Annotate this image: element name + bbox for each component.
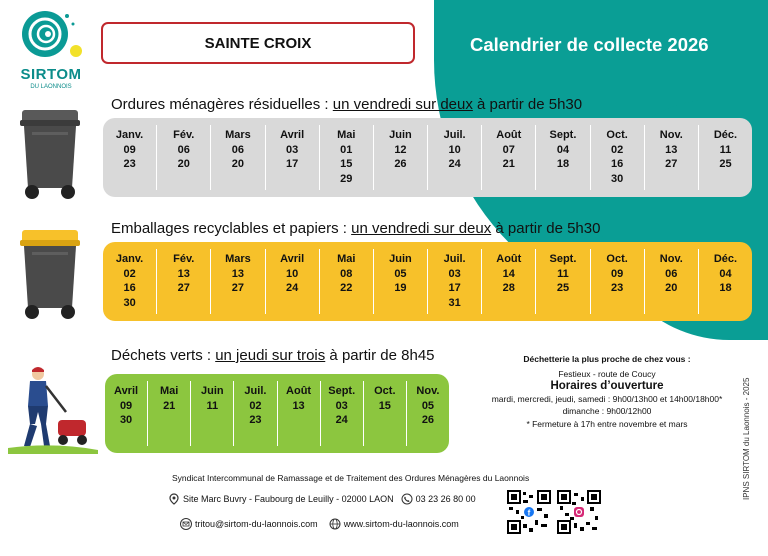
collection-date: 04 <box>556 143 570 156</box>
collection-date: 03 <box>448 267 461 280</box>
collection-date: 16 <box>123 282 136 294</box>
month-name: Juin <box>389 253 412 265</box>
logo-swirl-icon <box>18 10 84 66</box>
month-name: Juin <box>389 129 412 141</box>
collection-date: 24 <box>285 282 299 294</box>
month-column <box>373 125 427 190</box>
collection-date: 12 <box>394 143 407 156</box>
month-column <box>698 249 752 314</box>
collection-date: 10 <box>285 267 299 280</box>
month-column <box>156 125 210 190</box>
collection-date: 11 <box>557 267 569 280</box>
month-column <box>427 249 481 314</box>
collection-date: 05 <box>421 399 435 412</box>
footer-email[interactable]: tritou@sirtom-du-laonnois.com <box>195 519 318 529</box>
collection-date: 02 <box>611 143 624 156</box>
month-name: Déc. <box>713 129 738 141</box>
month-name: Fév. <box>173 253 195 265</box>
month-name: Sept. <box>549 129 577 141</box>
collection-date: 23 <box>611 282 624 294</box>
ordures-calendar-band <box>103 118 752 197</box>
facebook-qr-code[interactable] <box>507 490 551 534</box>
instagram-qr-code[interactable] <box>557 490 601 534</box>
month-column <box>156 249 210 314</box>
collection-date: 20 <box>177 158 190 170</box>
verts-title <box>111 347 435 364</box>
svg-text:f: f <box>527 508 531 518</box>
footer-address-line <box>168 493 476 505</box>
footer-phone[interactable]: 03 23 26 80 00 <box>415 494 476 504</box>
collection-date: 02 <box>249 399 262 412</box>
decheterie-info <box>462 353 752 430</box>
month-name: Avril <box>114 385 139 397</box>
month-column <box>210 249 264 314</box>
collection-date: 15 <box>378 399 391 412</box>
month-name: Juil. <box>244 385 267 397</box>
decheterie-sunday: dimanche : 9h00/12h00 <box>562 406 652 416</box>
collection-date: 11 <box>719 143 732 156</box>
collection-date: 19 <box>394 282 407 294</box>
month-name: Mars <box>225 129 251 141</box>
ordures-title-prefix: Ordures ménagères résiduelles : <box>111 96 333 113</box>
collection-date: 06 <box>665 267 678 280</box>
decheterie-note: * Fermeture à 17h entre novembre et mars <box>526 418 688 429</box>
logo-name: SIRTOM <box>20 66 82 83</box>
emballages-calendar-band <box>103 242 752 321</box>
collection-date: 20 <box>231 158 245 170</box>
collection-date: 03 <box>335 399 348 412</box>
month-column <box>590 249 644 314</box>
collection-date: 14 <box>502 267 515 280</box>
month-column <box>590 125 644 190</box>
collection-date: 10 <box>448 143 461 156</box>
month-name: Oct. <box>606 253 628 265</box>
collection-date: 23 <box>123 158 136 170</box>
collection-date: 06 <box>177 143 190 156</box>
collection-date: 30 <box>119 414 133 426</box>
ipns-note: IPNS SIRTOM du Laonnois - 2025 <box>742 377 751 500</box>
month-name: Mars <box>225 253 251 265</box>
month-name: Avril <box>280 129 305 141</box>
footer-organization: Syndicat Intercommunal de Ramassage et de Traitement des Ordures Ménagères du Laonnois <box>172 473 530 483</box>
month-column <box>481 125 535 190</box>
month-name: Janv. <box>115 253 144 265</box>
month-name: Août <box>286 385 312 397</box>
verts-calendar-band <box>105 374 449 453</box>
month-column <box>406 381 449 446</box>
collection-date: 15 <box>340 158 353 170</box>
month-column <box>147 381 190 446</box>
location-pin-icon <box>168 493 180 505</box>
month-name: Juil. <box>443 253 466 265</box>
city-name-box <box>101 22 415 64</box>
month-name: Mai <box>160 385 179 397</box>
month-name: Sept. <box>328 385 356 397</box>
collection-date: 13 <box>177 267 190 280</box>
month-column <box>265 249 319 314</box>
month-column <box>103 118 156 197</box>
sirtom-logo <box>18 10 84 90</box>
month-name: Août <box>496 129 522 141</box>
month-column <box>535 249 589 314</box>
collection-date: 25 <box>719 158 732 170</box>
month-column <box>373 249 427 314</box>
collection-date: 13 <box>292 399 305 412</box>
collection-date: 26 <box>394 158 407 170</box>
decheterie-weekdays: mardi, mercredi, jeudi, samedi : 9h00/13h00 et 14h00/18h00* <box>491 393 723 404</box>
month-column <box>427 125 481 190</box>
email-icon <box>180 518 192 530</box>
month-name: Sept. <box>549 253 577 265</box>
collection-date: 13 <box>665 143 678 156</box>
emballages-title <box>111 220 600 237</box>
month-name: Mai <box>337 129 356 141</box>
month-name: Janv. <box>115 129 144 141</box>
collection-date: 25 <box>556 282 570 294</box>
collection-date: 21 <box>502 158 515 170</box>
collection-date: 08 <box>340 267 353 280</box>
collection-date: 23 <box>249 414 262 426</box>
month-column <box>277 381 320 446</box>
collection-date: 29 <box>340 172 353 185</box>
ordures-frequency: un vendredi sur deux <box>332 96 473 113</box>
footer-website[interactable]: www.sirtom-du-laonnois.com <box>343 519 459 529</box>
collection-date: 18 <box>556 158 570 170</box>
collection-date: 17 <box>448 282 461 294</box>
collection-date: 04 <box>719 267 732 280</box>
city-name: SAINTE CROIX <box>204 34 312 52</box>
calendar-title: Calendrier de collecte 2026 <box>470 34 709 55</box>
month-column <box>319 125 373 190</box>
collection-date: 27 <box>231 282 245 294</box>
verts-frequency: un jeudi sur trois <box>215 347 326 364</box>
collection-date: 31 <box>448 296 461 309</box>
collection-date: 09 <box>611 267 624 280</box>
emballages-title-suffix: à partir de 5h30 <box>491 220 601 237</box>
collection-date: 16 <box>611 158 624 170</box>
collection-date: 18 <box>719 282 732 294</box>
ordures-title <box>111 96 582 113</box>
collection-date: 07 <box>502 143 515 156</box>
month-column <box>363 381 406 446</box>
collection-date: 20 <box>665 282 678 294</box>
grey-bin-icon <box>18 108 82 200</box>
month-name: Déc. <box>713 253 738 265</box>
month-column <box>320 381 363 446</box>
collection-date: 02 <box>123 267 136 280</box>
month-name: Fév. <box>173 129 195 141</box>
collection-date: 03 <box>285 143 299 156</box>
decheterie-hours-title: Horaires d’ouverture <box>550 380 664 392</box>
yellow-lid-bin-icon <box>18 228 82 320</box>
ordures-title-suffix: à partir de 5h30 <box>472 96 583 113</box>
collection-date: 06 <box>231 143 245 156</box>
month-column <box>535 125 589 190</box>
collection-date: 05 <box>394 267 407 280</box>
month-name: Nov. <box>659 129 683 141</box>
month-name: Mai <box>337 253 356 265</box>
month-column <box>644 249 698 314</box>
collection-date: 11 <box>206 399 219 412</box>
footer-contact-line <box>180 518 459 530</box>
month-column <box>105 374 147 453</box>
month-column <box>265 125 319 190</box>
collection-date: 24 <box>448 158 461 170</box>
collection-date: 09 <box>123 143 136 156</box>
decheterie-location: Festieux - route de Coucy <box>558 368 656 379</box>
month-column <box>698 125 752 190</box>
month-column <box>644 125 698 190</box>
month-column <box>103 242 156 321</box>
month-column <box>190 381 233 446</box>
month-column <box>481 249 535 314</box>
month-name: Oct. <box>606 129 628 141</box>
verts-title-suffix: à partir de 8h45 <box>325 347 435 364</box>
verts-title-prefix: Déchets verts : <box>111 347 216 364</box>
gardener-mower-icon <box>8 364 98 454</box>
decheterie-title: Déchetterie la plus proche de chez vous : <box>523 354 691 364</box>
emballages-frequency: un vendredi sur deux <box>351 220 492 237</box>
month-name: Juil. <box>443 129 466 141</box>
collection-date: 01 <box>340 143 353 156</box>
collection-date: 26 <box>421 414 435 426</box>
month-name: Oct. <box>374 385 396 397</box>
collection-date: 24 <box>335 414 348 426</box>
collection-date: 13 <box>231 267 245 280</box>
collection-date: 21 <box>163 399 176 412</box>
month-name: Nov. <box>416 385 440 397</box>
collection-date: 17 <box>285 158 299 170</box>
collection-date: 27 <box>665 158 678 170</box>
month-column <box>233 381 276 446</box>
month-column <box>319 249 373 314</box>
collection-date: 28 <box>502 282 515 294</box>
globe-icon <box>329 518 341 530</box>
collection-date: 30 <box>611 172 624 185</box>
collection-date: 09 <box>119 399 133 412</box>
phone-icon <box>401 493 413 505</box>
collection-date: 22 <box>340 282 353 294</box>
logo-subtitle: DU LAONNOIS <box>30 84 72 90</box>
month-name: Avril <box>280 253 305 265</box>
month-name: Nov. <box>659 253 683 265</box>
collection-date: 27 <box>177 282 190 294</box>
emballages-title-prefix: Emballages recyclables et papiers : <box>111 220 352 237</box>
footer-address: Site Marc Buvry - Faubourg de Leuilly - 02000 LAON <box>183 494 394 504</box>
collection-date: 30 <box>123 296 136 309</box>
month-column <box>210 125 264 190</box>
month-name: Juin <box>201 385 224 397</box>
month-name: Août <box>496 253 522 265</box>
